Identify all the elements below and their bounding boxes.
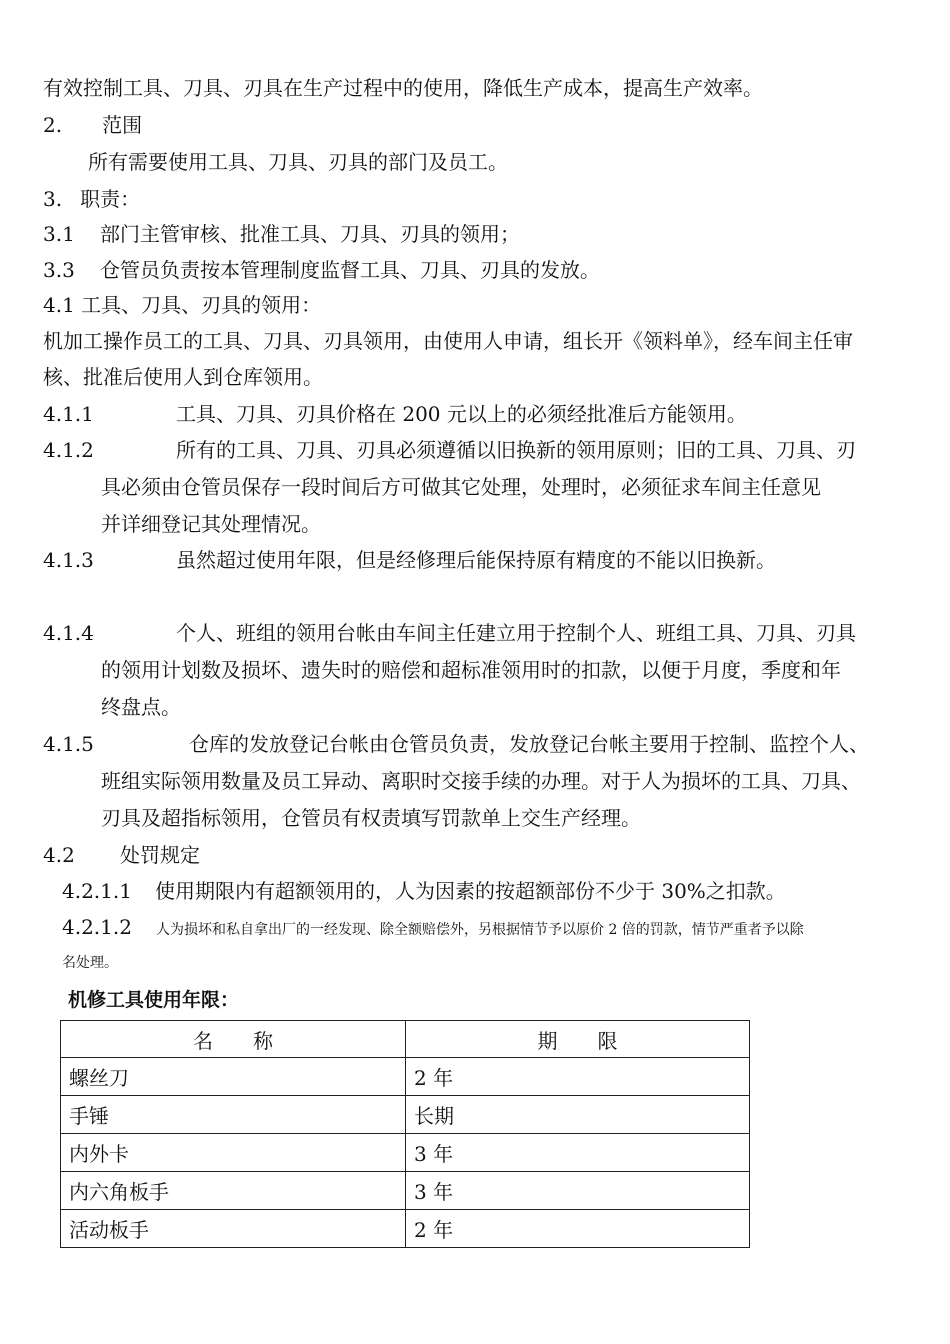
clause-number: 4.1.4 [43,621,94,645]
table-row [61,1058,750,1096]
table-title: 机修工具使用年限： [68,989,240,1011]
duties-title: 职责： [80,187,141,211]
tool-name-cell: 内外卡 [61,1134,406,1172]
clause-4-1-4 [43,620,856,646]
tool-period-cell: 3 年 [406,1172,750,1210]
section-number: 4.2 [43,843,75,867]
purpose-text: 有效控制工具、刀具、刃具在生产过程中的使用，降低生产成本，提高生产效率。 [43,76,763,100]
section-4-1-intro: 核、批准后使用人到仓库领用。 [43,365,323,389]
tool-period-cell: 长期 [406,1096,750,1134]
duty-item [43,257,600,283]
clause-text: 具必须由仓管员保存一段时间后方可做其它处理，处理时，必须征求车间主任意见 [101,475,821,499]
clause-4-1-3 [43,547,776,573]
scope-title: 范围 [102,113,143,137]
clause-4-1-5 [43,731,869,757]
duty-item [43,221,520,247]
rule-number: 4.2.1.2 [62,915,132,939]
clause-text: 的领用计划数及损坏、遗失时的赔偿和超标准领用时的扣款，以便于月度，季度和年 [101,658,841,682]
clause-number: 4.1.1 [43,402,94,426]
rule-text: 使用期限内有超额领用的，人为因素的按超额部份不少于 30%之扣款。 [155,879,786,903]
section-4-1-intro: 机加工操作员工的工具、刀具、刃具领用，由使用人申请，组长开《领料单》，经车间主任审 [43,329,853,353]
tool-period-cell: 2 年 [406,1210,750,1248]
column-header-name: 名 称 [61,1021,406,1058]
clause-number: 4.1.5 [43,732,94,756]
clause-text: 虽然超过使用年限，但是经修理后能保持原有精度的不能以旧换新。 [176,548,776,572]
rule-4-2-1-1 [62,878,786,904]
clause-text: 个人、班组的领用台帐由车间主任建立用于控制个人、班组工具、刀具、刃具 [176,621,856,645]
clause-number: 4.1.3 [43,548,94,572]
column-header-period: 期 限 [406,1021,750,1058]
tool-period-cell: 3 年 [406,1134,750,1172]
table-row [61,1172,750,1210]
rule-text: 名处理。 [62,955,118,971]
tool-name-cell: 螺丝刀 [61,1058,406,1096]
clause-text: 终盘点。 [101,695,181,719]
table-row [61,1134,750,1172]
clause-text: 仓库的发放登记台帐由仓管员负责，发放登记台帐主要用于控制、监控个人、 [189,732,869,756]
duty-text: 仓管员负责按本管理制度监督工具、刀具、刃具的发放。 [100,258,600,282]
clause-text: 所有的工具、刀具、刃具必须遵循以旧换新的领用原则；旧的工具、刀具、刃 [176,438,856,462]
tool-name-cell: 手锤 [61,1096,406,1134]
rule-4-2-1-2 [62,914,804,943]
duties-heading [43,186,140,212]
section-4-1-title: 4.1 工具、刀具、刃具的领用： [43,293,322,317]
tool-period-cell: 2 年 [406,1058,750,1096]
clause-text: 刃具及超指标领用，仓管员有权责填写罚款单上交生产经理。 [101,806,641,830]
scope-heading [43,112,142,138]
clause-4-1-1 [43,401,747,427]
tool-name-cell: 内六角板手 [61,1172,406,1210]
section-4-2-heading [43,842,200,868]
duty-number: 3.1 [43,222,75,246]
duties-number: 3. [43,187,63,211]
clause-text: 工具、刀具、刃具价格在 200 元以上的必须经批准后方能领用。 [176,402,747,426]
duty-number: 3.3 [43,258,75,282]
section-title: 处罚规定 [120,843,200,867]
scope-body: 所有需要使用工具、刀具、刃具的部门及员工。 [88,150,508,174]
clause-text: 并详细登记其处理情况。 [101,512,321,536]
table-row [61,1210,750,1248]
clause-number: 4.1.2 [43,438,94,462]
rule-number: 4.2.1.1 [62,879,132,903]
table-row [61,1096,750,1134]
clause-4-1-2 [43,437,856,463]
duty-text: 部门主管审核、批准工具、刀具、刃具的领用； [100,222,520,246]
rule-text: 人为损坏和私自拿出厂的一经发现、除全额赔偿外，另根据情节予以原价 2 倍的罚款，情节严重者予以除 [156,922,804,938]
clause-text: 班组实际领用数量及员工异动、离职时交接手续的办理。对于人为损坏的工具、刀具、 [101,769,861,793]
tool-name-cell: 活动板手 [61,1210,406,1248]
tool-lifespan-table [60,1020,750,1248]
scope-number: 2. [43,113,63,137]
table-header-row [61,1021,750,1058]
